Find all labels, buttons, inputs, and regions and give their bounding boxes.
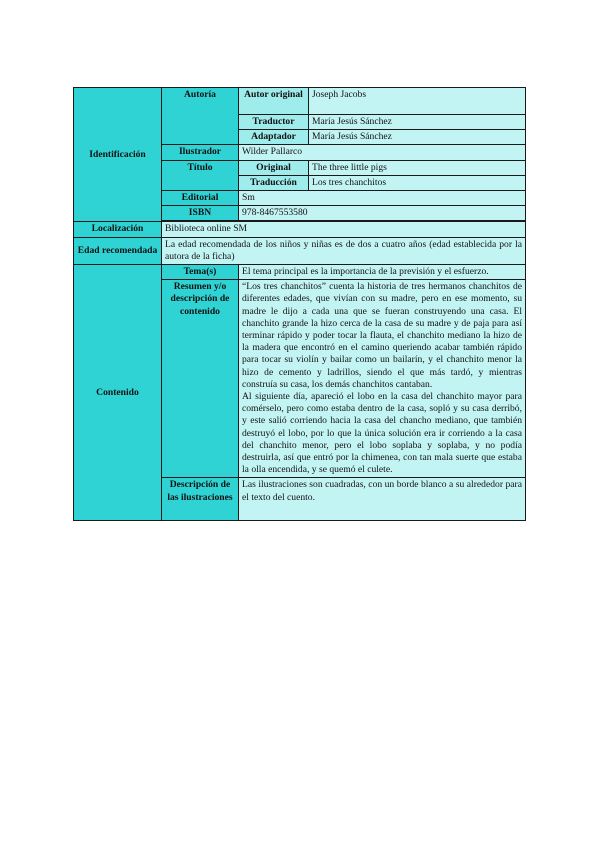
resumen-value xyxy=(239,280,526,478)
resumen-paragraph-1: “Los tres chanchitos” cuenta la historia de tres hermanos chanchitos de diferentes edades, que vivían con su madre, pero en ese momento, su madre le dijo a cada una que se fueran construyendo una casa. El chanchito grande la hizo cerca de la casa de su madre y de paja para así terminar rápido y poder tocar la flauta, el chanchito mediano la hizo de la madera que encontró en el camino queriendo acabar también rápido para tocar su violín y bailar como un bailarín, y el chanchito menor la hizo de cemento y ladrillos, siendo el que más tardó, y mientras construía su casa, los demás chanchitos cantaban. xyxy=(242,281,522,390)
row-autor-original xyxy=(74,88,526,115)
adaptador-value: María Jesús Sánchez xyxy=(309,130,526,145)
row-temas xyxy=(74,265,526,280)
resumen-label: Resumen y/o descripción de contenido xyxy=(162,280,239,478)
row-localizacion xyxy=(74,222,526,237)
edad-value: La edad recomendada de los niños y niñas es de dos a cuatro años (edad establecida por la autora de la ficha) xyxy=(162,237,526,264)
editorial-value: Sm xyxy=(239,191,526,206)
traductor-label: Traductor xyxy=(239,115,309,130)
ilustraciones-value: Las ilustraciones son cuadradas, con un borde blanco a su alrededor para el texto del cuento. xyxy=(239,478,526,521)
ficha-table xyxy=(73,87,526,521)
temas-value: El tema principal es la importancia de la previsión y el esfuerzo. xyxy=(239,265,526,280)
identificacion-label: Identificación xyxy=(74,88,162,222)
ilustraciones-label: Descripción de las ilustraciones xyxy=(162,478,239,521)
isbn-label: ISBN xyxy=(162,206,239,221)
ilustrador-value: Wilder Pallarco xyxy=(239,145,526,160)
row-edad xyxy=(74,237,526,264)
localizacion-value: Biblioteca online SM xyxy=(162,222,526,237)
original-value: The three little pigs xyxy=(309,160,526,175)
editorial-label: Editorial xyxy=(162,191,239,206)
temas-label: Tema(s) xyxy=(162,265,239,280)
adaptador-label: Adaptador xyxy=(239,130,309,145)
titulo-label: Título xyxy=(162,160,239,190)
isbn-value: 978-8467553580 xyxy=(239,206,526,221)
traduccion-label: Traducción xyxy=(239,175,309,190)
edad-label: Edad recomendada xyxy=(74,237,162,264)
resumen-paragraph-2: Al siguiente día, apareció el lobo en la casa del chanchito mayor para comérselo, pero como estaba dentro de la casa, sopló y su casa derribó, y este salió corriendo hacia la casa del chancho mediano, que también destruyó el lobo, por lo que la única solución era ir corriendo a la casa del chanchito menor, pero el lobo soplaba y soplaba, y no podía destruirla, así que entró por la chimenea, con tan mala suerte que estaba la olla encendida, y se quemó el culete. xyxy=(242,391,522,476)
contenido-label: Contenido xyxy=(74,265,162,521)
ilustrador-label: Ilustrador xyxy=(162,145,239,160)
localizacion-label: Localización xyxy=(74,222,162,237)
autoria-label: Autoría xyxy=(162,88,239,145)
autor-original-value: Joseph Jacobs xyxy=(309,88,526,115)
traductor-value: María Jesús Sánchez xyxy=(309,115,526,130)
autor-original-label: Autor original xyxy=(239,88,309,115)
original-label: Original xyxy=(239,160,309,175)
traduccion-value: Los tres chanchitos xyxy=(309,175,526,190)
